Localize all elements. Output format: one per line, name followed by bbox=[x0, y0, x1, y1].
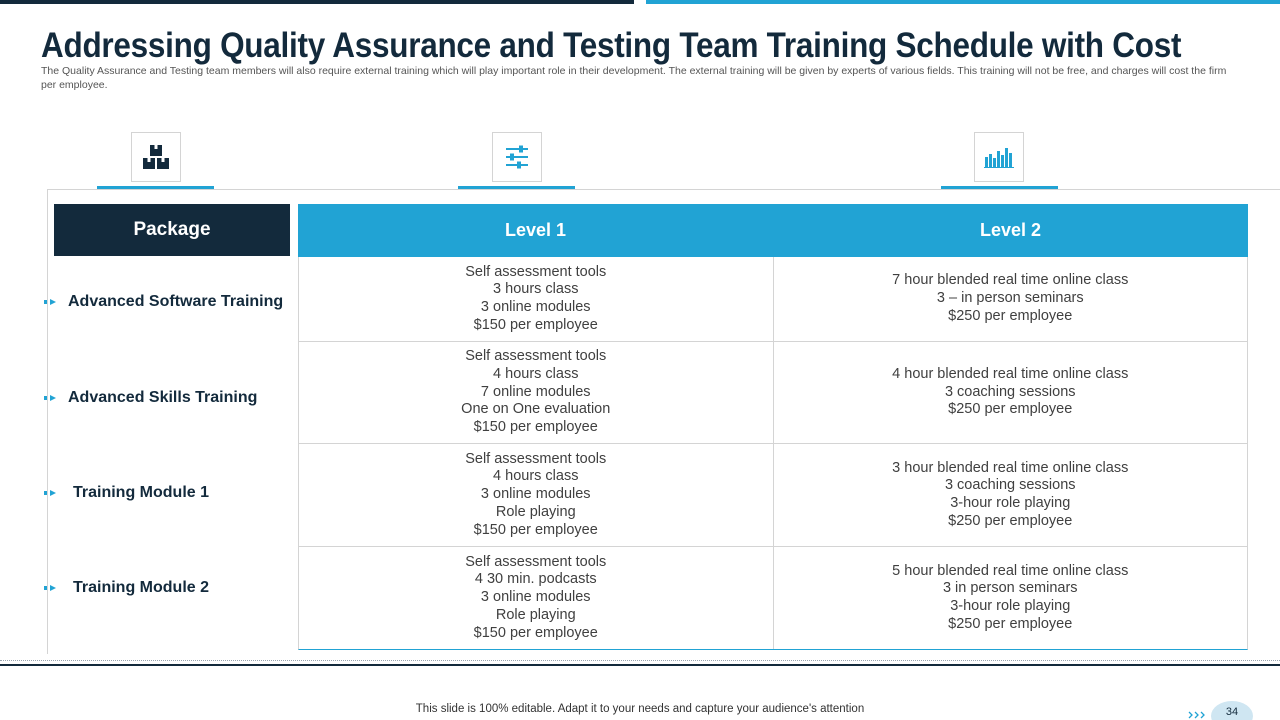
cell-line: 3 coaching sessions bbox=[944, 383, 1076, 400]
top-accent-bar-dark bbox=[0, 0, 634, 4]
cell-line: $250 per employee bbox=[948, 615, 1073, 632]
package-label-advanced-skills bbox=[44, 389, 257, 407]
level-2-cell bbox=[773, 257, 1248, 341]
table-row bbox=[299, 257, 1247, 342]
level-2-cell bbox=[773, 547, 1248, 649]
package-label-training-module-1 bbox=[44, 484, 209, 502]
level-1-cell bbox=[299, 444, 773, 546]
table-row bbox=[299, 547, 1247, 649]
cell-line: Role playing bbox=[495, 606, 576, 623]
package-label-advanced-software bbox=[44, 293, 283, 311]
top-accent-bar-blue bbox=[646, 0, 1280, 4]
level-2-cell bbox=[773, 444, 1248, 546]
package-label-training-module-2 bbox=[44, 579, 209, 597]
cell-line: 4 hours class bbox=[493, 468, 579, 485]
cell-line: $150 per employee bbox=[473, 419, 598, 436]
page-number: 34 bbox=[1211, 701, 1253, 720]
footer-divider bbox=[0, 664, 1280, 666]
sliders-icon bbox=[504, 144, 530, 170]
cell-line: Self assessment tools bbox=[465, 263, 607, 280]
cell-line: One on One evaluation bbox=[461, 401, 611, 418]
level-1-cell bbox=[299, 257, 773, 341]
boxes-icon-box bbox=[131, 132, 181, 182]
cell-line: 3 online modules bbox=[480, 589, 591, 606]
footer-dotted-line bbox=[0, 660, 1280, 662]
arrow-bullet-icon bbox=[44, 489, 68, 497]
bar-chart-icon bbox=[984, 145, 1014, 169]
slide-subtitle: The Quality Assurance and Testing team members will also require external training which will play important role in their development. The external training will be given by experts of various fields. This training will not be free, and charges will cost the firm per employee. bbox=[41, 65, 1227, 91]
cell-line: $150 per employee bbox=[473, 624, 598, 641]
boxes-icon bbox=[142, 143, 170, 171]
level-2-header: Level 2 bbox=[979, 220, 1042, 240]
cell-line: 3 hours class bbox=[493, 281, 579, 298]
cell-line: 3 online modules bbox=[480, 486, 591, 503]
cell-line: 3 – in person seminars bbox=[936, 290, 1084, 307]
package-name: Advanced Software Training bbox=[68, 293, 284, 310]
package-name: Advanced Skills Training bbox=[68, 389, 258, 406]
cell-line: 3-hour role playing bbox=[950, 495, 1071, 511]
arrow-bullet-icon bbox=[44, 298, 68, 306]
cell-line: Self assessment tools bbox=[465, 348, 607, 365]
bar-chart-icon-box bbox=[974, 132, 1024, 182]
level-1-cell bbox=[299, 342, 773, 443]
cell-line: 5 hour blended real time online class bbox=[892, 562, 1129, 579]
cell-line: $250 per employee bbox=[948, 401, 1073, 418]
cell-line: $250 per employee bbox=[948, 512, 1073, 529]
level-1-header: Level 1 bbox=[504, 220, 567, 240]
level-header-row bbox=[298, 204, 1248, 257]
cell-line: 3 in person seminars bbox=[942, 580, 1078, 597]
frame-top-line bbox=[48, 189, 1280, 190]
sliders-icon-box bbox=[492, 132, 542, 182]
cell-line: 4 hours class bbox=[493, 365, 579, 382]
package-header: Package bbox=[54, 204, 290, 256]
arrow-bullet-icon bbox=[44, 394, 68, 402]
slide-title: Addressing Quality Assurance and Testing Team Training Schedule with Cost bbox=[41, 26, 1182, 65]
table-row bbox=[299, 342, 1247, 444]
cell-line: 3 coaching sessions bbox=[944, 477, 1076, 494]
package-name: Training Module 1 bbox=[73, 484, 210, 501]
cell-line: $150 per employee bbox=[473, 316, 598, 333]
cell-line: Self assessment tools bbox=[465, 450, 607, 467]
level-1-cell bbox=[299, 547, 773, 649]
level-2-cell bbox=[773, 342, 1248, 443]
cell-line: 3 hour blended real time online class bbox=[892, 459, 1129, 476]
schedule-table bbox=[298, 257, 1248, 650]
cell-line: 7 hour blended real time online class bbox=[892, 272, 1129, 289]
table-row bbox=[299, 444, 1247, 547]
cell-line: 7 online modules bbox=[480, 383, 591, 400]
chevrons-icon bbox=[1188, 706, 1208, 720]
cell-line: $150 per employee bbox=[473, 521, 598, 538]
cell-line: 4 hour blended real time online class bbox=[892, 365, 1129, 382]
cell-line: Role playing bbox=[495, 503, 576, 520]
cell-line: $250 per employee bbox=[948, 307, 1073, 324]
cell-line: 3 online modules bbox=[480, 299, 591, 315]
package-name: Training Module 2 bbox=[73, 579, 210, 596]
cell-line: Self assessment tools bbox=[465, 553, 607, 570]
arrow-bullet-icon bbox=[44, 584, 68, 592]
cell-line: 4 30 min. podcasts bbox=[474, 571, 597, 588]
footer-note: This slide is 100% editable. Adapt it to your needs and capture your audience's attention bbox=[415, 703, 865, 715]
cell-line: 3-hour role playing bbox=[950, 598, 1071, 614]
